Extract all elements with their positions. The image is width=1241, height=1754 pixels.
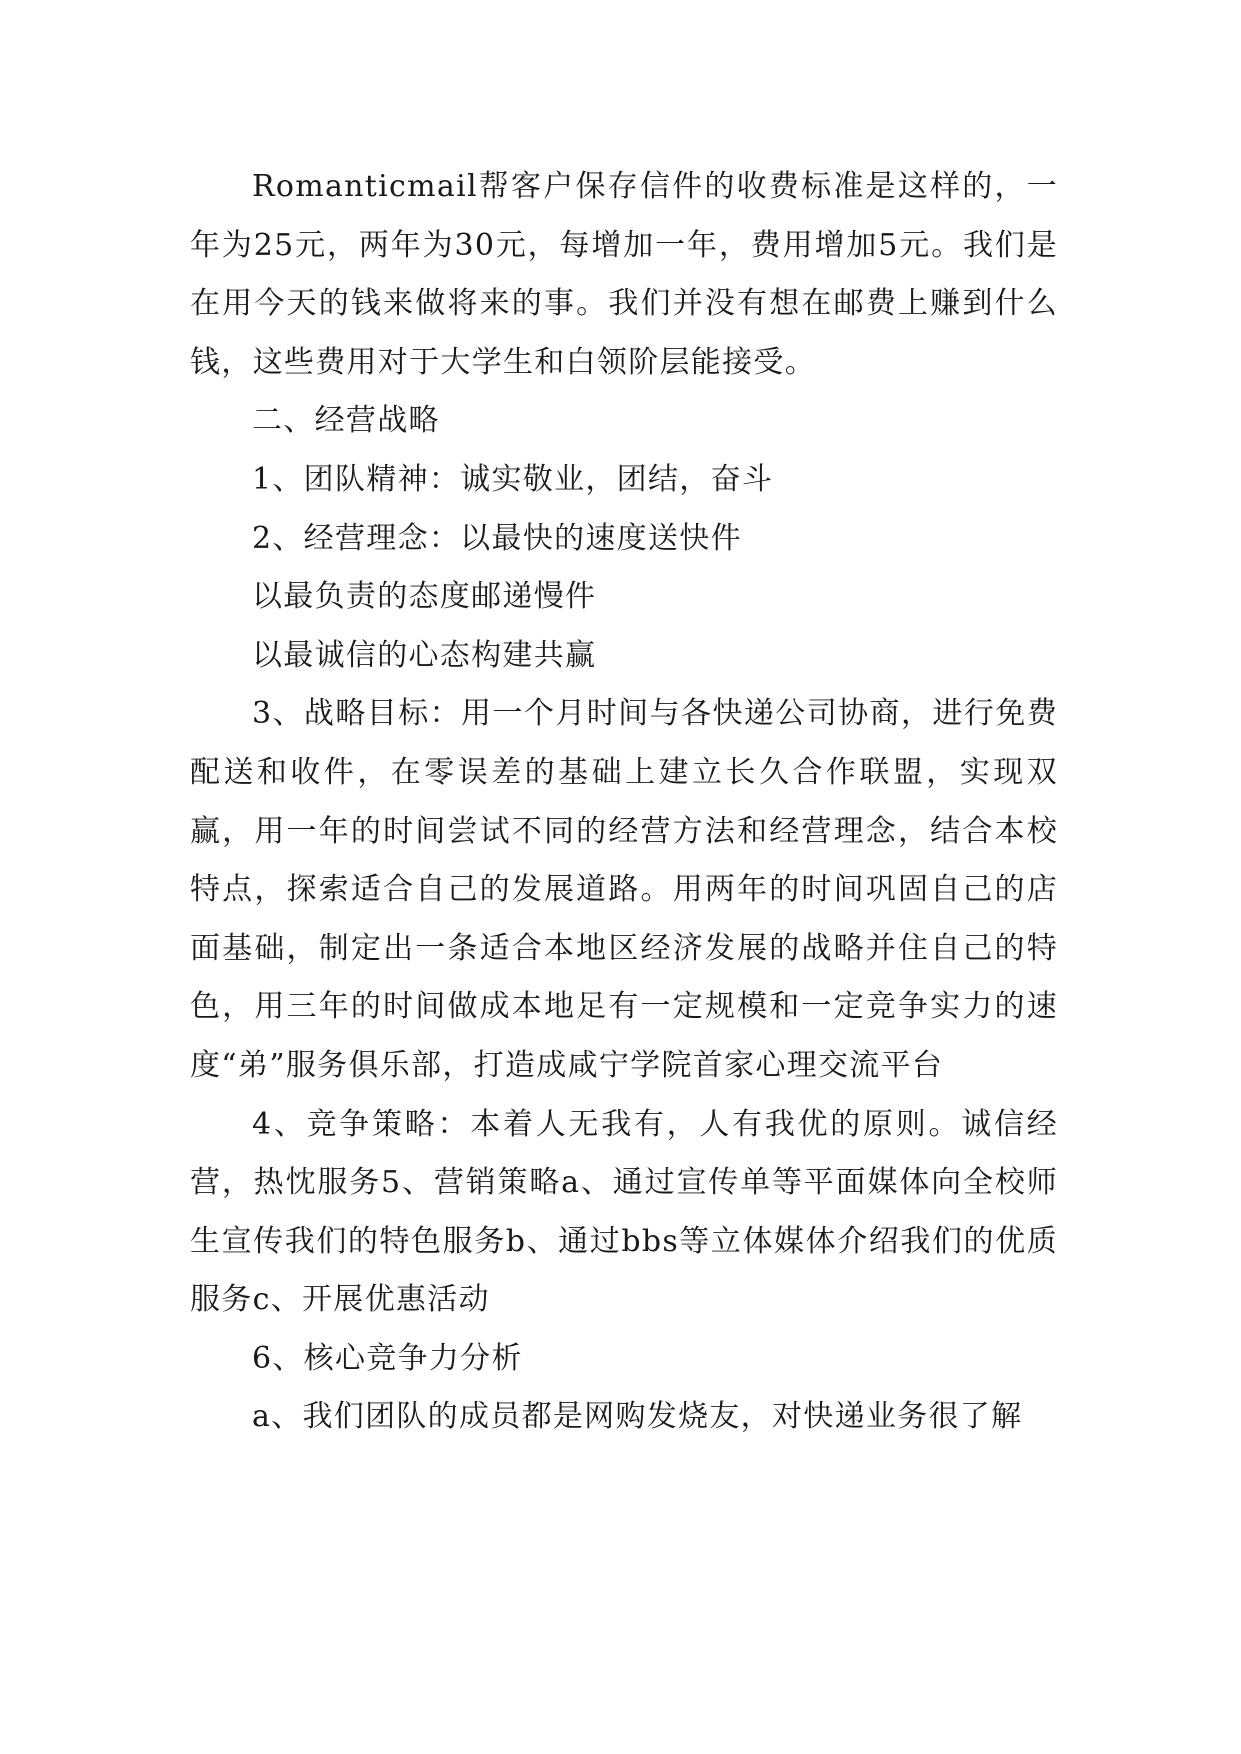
item-business-philosophy: 2、经营理念：以最快的速度送快件 bbox=[252, 520, 742, 556]
item-philosophy-line-3: 以最诚信的心态构建共赢 bbox=[252, 637, 597, 673]
item-philosophy-line-2: 以最负责的态度邮递慢件 bbox=[252, 579, 597, 615]
document-body bbox=[190, 158, 1058, 1447]
item-team-members: a、我们团队的成员都是网购发烧友，对快递业务很了解 bbox=[252, 1399, 1023, 1435]
item-strategic-goals: 3、战略目标：用一个月时间与各快递公司协商，进行免费配送和收件，在零误差的基础上建立长久合作联盟，实现双赢，用一年的时间尝试不同的经营方法和经营理念，结合本校特点，探索适合自己的发展道路。用两年的时间巩固自己的店面基础，制定出一条适合本地区经济发展的战略并住自己的特色，用三年的时间做成本地足有一定规模和一定竞争实力的速度“弟”服务俱乐部，打造成咸宁学院首家心理交流平台 bbox=[190, 696, 1058, 1083]
paragraph-storage-fees: Romanticmail帮客户保存信件的收费标准是这样的，一年为25元，两年为30元，每增加一年，费用增加5元。我们是在用今天的钱来做将来的事。我们并没有想在邮费上赚到什么钱，这些费用对于大学生和白领阶层能接受。 bbox=[190, 169, 1058, 380]
item-core-competitiveness: 6、核心竞争力分析 bbox=[252, 1340, 523, 1376]
heading-business-strategy: 二、经营战略 bbox=[252, 403, 440, 439]
item-team-spirit: 1、团队精神：诚实敬业，团结，奋斗 bbox=[252, 461, 774, 497]
item-competitive-strategy: 4、竞争策略：本着人无我有，人有我优的原则。诚信经营，热忱服务5、营销策略a、通过宣传单等平面媒体向全校师生宣传我们的特色服务b、通过bbs等立体媒体介绍我们的优质服务c、开展优惠活动 bbox=[190, 1106, 1058, 1318]
